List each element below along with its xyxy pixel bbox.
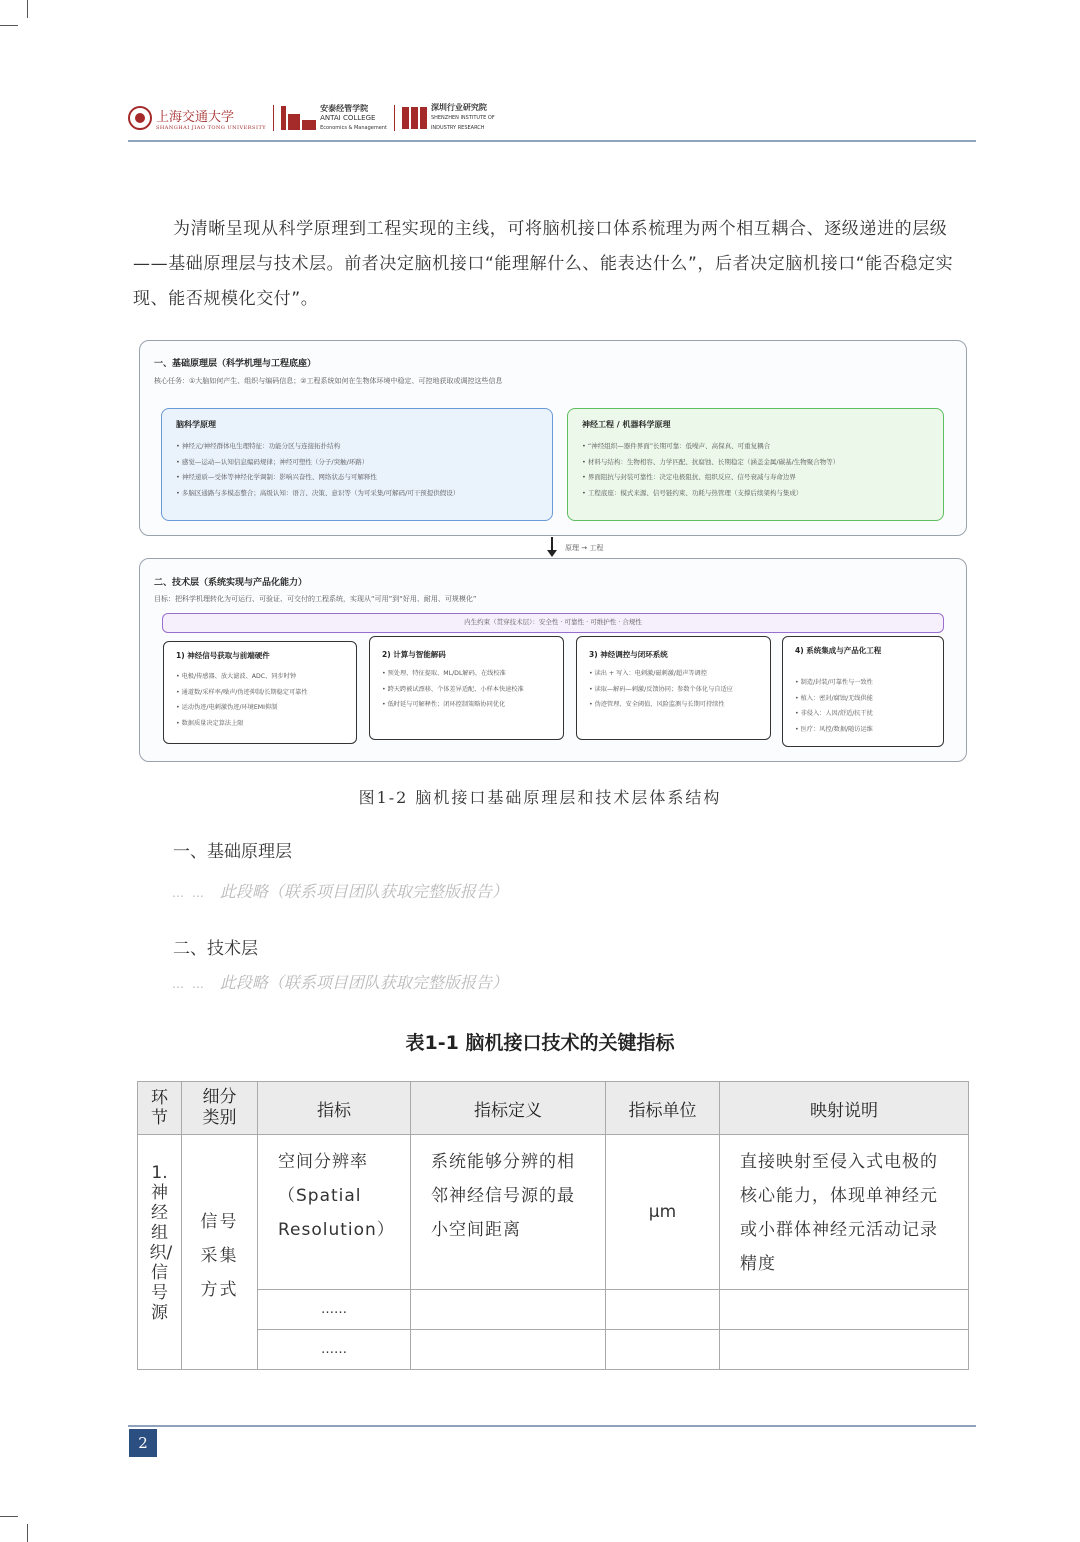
header-logos — [128, 103, 495, 133]
down-arrow-icon — [547, 550, 557, 557]
brain-science-box — [161, 408, 553, 521]
cell-definition — [411, 1135, 606, 1290]
flow-arrow-label: 原理 → 工程 — [565, 544, 604, 552]
neural-engineering-list — [582, 439, 839, 501]
antai-en1: ANTAI COLLEGE — [320, 113, 376, 122]
sjtu-logo-text: 上海交通大学 — [156, 109, 235, 125]
crop-mark — [27, 0, 28, 18]
cell-stage-text: 1.神经组织/信号源 — [149, 1163, 173, 1323]
antai-en2: Economics & Management — [320, 124, 387, 131]
header-rule — [128, 140, 976, 142]
list-item: • 读取—解码—刺激/反馈协同；参数个体化与自适应 — [589, 685, 733, 693]
cell-mapping-text: 直接映射至侵入式电极的核心能力，体现单神经元或小群体神经元活动记录精度 — [740, 1152, 938, 1274]
list-item: • 感觉—运动—认知信息编码规律；神经可塑性（分子/突触/环路） — [176, 457, 369, 466]
flow-arrow-line — [551, 537, 553, 551]
list-item: • 电极/传感器、放大滤波、ADC、同步时钟 — [176, 673, 297, 680]
neural-engineering-title: 神经工程 / 机器科学原理 — [582, 420, 671, 429]
cell-definition-text: 系统能够分辨的相邻神经信号源的最小空间距离 — [431, 1152, 575, 1240]
list-item: • 医疗：风控/数据/随访运维 — [795, 725, 873, 733]
brain-science-list — [176, 439, 459, 501]
intro-paragraph — [133, 212, 975, 317]
list-item: • 跨天跨被试漂移、个体差异适配、小样本快速校准 — [382, 685, 524, 693]
table-header-row — [138, 1082, 969, 1135]
crop-mark — [0, 25, 18, 26]
cell-indicator — [258, 1290, 411, 1330]
cell-indicator-text: 空间分辨率（Spatial Resolution） — [278, 1152, 395, 1240]
footer-rule — [128, 1425, 976, 1427]
module-list — [176, 669, 308, 731]
cell-mapping — [720, 1330, 969, 1370]
sjtu-seal-icon — [128, 106, 152, 130]
cell-stage — [138, 1135, 182, 1370]
antai-cn: 安泰经管学院 — [320, 103, 369, 113]
page-number: 2 — [129, 1429, 157, 1457]
antai-logo-text — [320, 104, 387, 133]
logo-divider — [394, 105, 395, 131]
ellipsis: … … — [172, 886, 206, 900]
ellipsis: … … — [172, 977, 206, 991]
sz-en1: SHENZHEN INSTITUTE OF — [430, 115, 495, 121]
omitted-text: 此段略（联系项目团队获取完整版报告） — [219, 973, 508, 992]
list-item: • 非侵入：人因/舒适/抗干扰 — [795, 710, 873, 717]
layer-foundation-subtitle: 核心任务：①大脑如何产生、组织与编码信息；②工程系统如何在生物体环境中稳定、可控地获取或调控这些信息 — [154, 377, 503, 385]
list-item: • 运动伪迹/电刺激伪迹/环境EMI抑制 — [176, 704, 278, 711]
layer-foundation-title: 一、基础原理层（科学机理与工程底座） — [154, 359, 317, 369]
list-item: • 工程底座：模式来源、信号链约束、功耗与热管理（支撑后续架构与集成） — [582, 488, 803, 497]
brain-science-title: 脑科学原理 — [176, 420, 216, 429]
list-item: • 多脑区通路与多模态整合；高级认知：语言、决策、意识等（为可采集/可解码/可干预提供假设） — [176, 488, 460, 497]
list-item: • “神经组织—器件界面”长期可靠：低噪声、高保真、可重复耦合 — [582, 442, 771, 450]
neural-engineering-box — [567, 408, 944, 521]
list-item: • 界面阻抗与封装可靠性：决定电极阻抗、组织反应、信号衰减与寿命边界 — [582, 473, 796, 481]
cell-indicator — [258, 1135, 411, 1290]
cell-unit — [606, 1135, 720, 1290]
sjtu-logo — [156, 106, 266, 131]
omitted-text: 此段略（联系项目团队获取完整版报告） — [219, 882, 508, 901]
cell-definition — [411, 1330, 606, 1370]
layer-technology-title: 二、技术层（系统实现与产品化能力） — [154, 578, 308, 588]
sjtu-logo-sub: SHANGHAI JIAO TONG UNIVERSITY — [156, 124, 267, 131]
module-list — [589, 666, 733, 713]
list-item: • 伪迹管理、安全阈值、风险监测与长期可持续性 — [589, 701, 725, 708]
list-item: • 神经元/神经群体电生理特征：功能分区与连接拓扑结构 — [176, 442, 341, 450]
table-row — [138, 1330, 969, 1370]
module-title: 4) 系统集成与产品化工程 — [795, 646, 882, 655]
header-subcategory-text: 细分类别 — [202, 1087, 237, 1128]
list-item: • 制造/封装/可靠性与一致性 — [795, 679, 873, 686]
omitted-paragraph — [172, 970, 508, 993]
list-item: • 植入：密封/腐蚀/无线供能 — [795, 694, 873, 702]
module-title: 1) 神经信号获取与前端硬件 — [176, 651, 270, 660]
logo-divider — [273, 105, 274, 131]
crop-mark — [27, 1524, 28, 1542]
section-heading-technology: 二、技术层 — [173, 939, 258, 959]
list-item: • 低时延与可解释性；闭环控制策略协同优化 — [382, 701, 506, 708]
sz-en2: INDUSTRY RESEARCH — [430, 125, 485, 131]
table-row — [138, 1135, 969, 1290]
cell-subcategory — [182, 1135, 258, 1370]
header-definition: 指标定义 — [411, 1082, 606, 1135]
sz-cn: 深圳行业研究院 — [430, 103, 487, 112]
constraint-bar: 内生约束（贯穿技术层）：安全性 · 可靠性 · 可维护性 · 合规性 — [162, 613, 944, 633]
omitted-paragraph — [172, 879, 508, 902]
module-title: 3) 神经调控与闭环系统 — [589, 650, 668, 659]
intro-paragraph-text: 为清晰呈现从科学原理到工程实现的主线，可将脑机接口体系梳理为两个相互耦合、逐级递进的层级——基础原理层与技术层。前者决定脑机接口“能理解什么、能表达什么”，后者决定脑机接口“能否稳定实现、能否规模化交付”。 — [133, 219, 954, 309]
header-indicator: 指标 — [258, 1082, 411, 1135]
module-title: 2) 计算与智能解码 — [382, 650, 446, 659]
sz-logo-text — [431, 103, 495, 133]
cell-unit-text: μm — [648, 1202, 677, 1222]
key-indicators-table — [137, 1081, 969, 1370]
module-signal-acquisition — [163, 641, 357, 744]
table-title: 表1-1 脑机接口技术的关键指标 — [405, 1032, 675, 1054]
module-neuromodulation — [576, 636, 771, 740]
module-computing-decoding — [369, 636, 564, 740]
antai-logo-mark-icon — [281, 106, 316, 130]
list-item: • 通道数/采样率/噪声/伪迹抑制/长期稳定可靠性 — [176, 688, 308, 696]
header-mapping: 映射说明 — [720, 1082, 969, 1135]
list-item: • 材料与结构：生物相容、力学匹配、抗腐蚀、长期稳定（涵盖金属/碳基/生物聚合物等） — [582, 457, 840, 466]
list-item: • 神经递质—受体等神经化学调制：影响兴奋性、网络状态与可解释性 — [176, 473, 377, 481]
module-list — [795, 675, 873, 737]
cell-indicator-text: …… — [321, 1302, 347, 1317]
layer-technology-subtitle: 目标：把科学机理转化为可运行、可验证、可交付的工程系统，实现从“可用”到“好用、耐用、可规模化” — [154, 595, 477, 603]
module-system-integration — [782, 636, 944, 747]
sz-logo-mark-icon — [402, 106, 427, 130]
cell-indicator — [258, 1330, 411, 1370]
list-item: • 预处理、特征提取、ML/DL解码、在线校准 — [382, 670, 506, 677]
cell-subcategory-text: 信号采集方式 — [200, 1212, 239, 1300]
cell-unit — [606, 1330, 720, 1370]
list-item: • 读出 + 写入：电刺激/磁刺激/超声等调控 — [589, 670, 707, 677]
header-stage — [138, 1082, 182, 1135]
header-subcategory — [182, 1082, 258, 1135]
cell-definition — [411, 1290, 606, 1330]
figure-caption: 图1-2 脑机接口基础原理层和技术层体系结构 — [358, 788, 722, 807]
cell-indicator-text: …… — [321, 1342, 347, 1357]
header-stage-text: 环节 — [151, 1088, 168, 1128]
section-heading-foundation: 一、基础原理层 — [173, 842, 292, 862]
module-list — [382, 666, 524, 713]
list-item: • 数据质量决定算法上限 — [176, 719, 244, 727]
cell-mapping — [720, 1135, 969, 1290]
header-unit: 指标单位 — [606, 1082, 720, 1135]
crop-mark — [0, 1516, 18, 1517]
table-row — [138, 1290, 969, 1330]
cell-unit — [606, 1290, 720, 1330]
cell-mapping — [720, 1290, 969, 1330]
